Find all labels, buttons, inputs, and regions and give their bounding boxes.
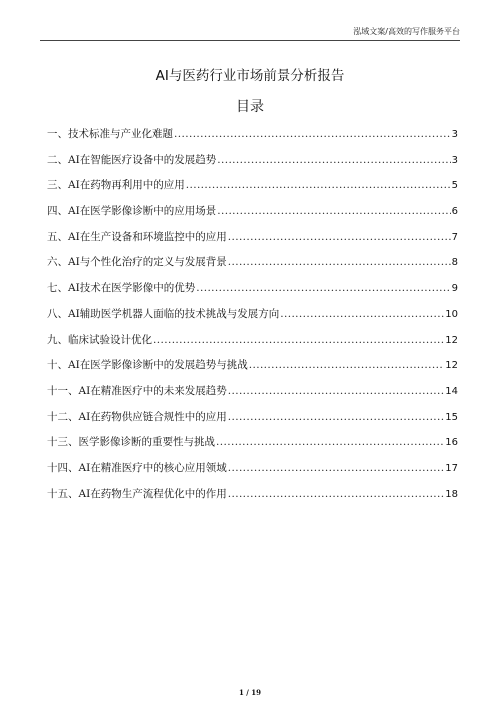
toc-entry[interactable] xyxy=(47,204,458,230)
toc-dot-leader xyxy=(228,230,451,244)
table-of-contents xyxy=(47,127,458,512)
toc-entry-number: 十三、 xyxy=(47,436,79,449)
toc-entry-number: 九、 xyxy=(47,333,68,346)
toc-entry-title: AI在医学影像诊断中的应用场景 xyxy=(68,205,217,218)
toc-entry-title: 技术标准与产业化难题 xyxy=(68,128,173,140)
toc-dot-leader xyxy=(217,153,450,167)
toc-entry-number: 七、 xyxy=(47,282,68,295)
toc-entry-title: AI在药物再利用中的应用 xyxy=(68,179,185,192)
toc-heading: 目录 xyxy=(236,99,264,115)
toc-entry-title: AI辅助医学机器人面临的技术挑战与发展方向 xyxy=(68,307,280,320)
toc-entry-page: 18 xyxy=(445,488,458,500)
toc-dot-leader xyxy=(153,333,444,347)
toc-entry[interactable] xyxy=(47,127,458,153)
toc-entry[interactable] xyxy=(47,461,458,487)
toc-entry[interactable] xyxy=(47,255,458,281)
toc-entry-page: 6 xyxy=(451,206,458,218)
toc-dot-leader xyxy=(280,307,444,321)
toc-entry-page: 16 xyxy=(445,437,458,449)
toc-entry-number: 十五、 xyxy=(47,487,79,500)
toc-dot-leader xyxy=(196,281,450,295)
toc-entry-title: AI在精准医疗中的核心应用领域 xyxy=(78,461,227,474)
toc-entry-title: AI在生产设备和环境监控中的应用 xyxy=(68,230,227,243)
toc-entry-page: 3 xyxy=(451,154,458,166)
toc-entry[interactable] xyxy=(47,333,458,359)
toc-entry[interactable] xyxy=(47,384,458,410)
toc-entry[interactable] xyxy=(47,153,458,179)
toc-entry-page: 9 xyxy=(451,283,458,295)
toc-entry-number: 三、 xyxy=(47,179,68,192)
toc-entry-number: 六、 xyxy=(47,256,68,269)
toc-entry-page: 14 xyxy=(445,385,458,397)
toc-entry-number: 十一、 xyxy=(47,384,79,397)
toc-dot-leader xyxy=(249,358,445,372)
toc-entry-page: 8 xyxy=(451,257,458,269)
toc-entry[interactable] xyxy=(47,410,458,436)
toc-entry-page: 7 xyxy=(451,231,458,243)
toc-entry-title: AI在药物供应链合规性中的应用 xyxy=(78,410,227,423)
toc-entry-page: 15 xyxy=(445,411,458,423)
toc-dot-leader xyxy=(217,204,450,218)
page-footer: 1 / 19 xyxy=(238,688,262,697)
toc-entry-number: 一、 xyxy=(47,128,68,140)
toc-entry-page: 12 xyxy=(445,360,458,372)
toc-entry-number: 八、 xyxy=(47,307,68,320)
toc-entry-title: AI技术在医学影像中的优势 xyxy=(68,282,196,295)
toc-entry-page: 12 xyxy=(445,334,458,346)
toc-entry[interactable] xyxy=(47,307,458,333)
toc-entry-number: 十二、 xyxy=(47,410,79,423)
toc-entry-number: 十四、 xyxy=(47,461,79,474)
toc-dot-leader xyxy=(174,127,451,141)
toc-dot-leader xyxy=(228,410,445,424)
toc-dot-leader xyxy=(228,384,445,398)
toc-entry-page: 5 xyxy=(451,180,458,192)
toc-entry-number: 二、 xyxy=(47,153,68,166)
toc-dot-leader xyxy=(228,487,445,501)
toc-entry-page: 3 xyxy=(451,129,458,140)
toc-entry[interactable] xyxy=(47,487,458,513)
toc-entry-title: AI在精准医疗中的未来发展趋势 xyxy=(78,384,227,397)
toc-entry-title: AI与个性化治疗的定义与发展背景 xyxy=(68,256,227,269)
toc-entry[interactable] xyxy=(47,281,458,307)
toc-dot-leader xyxy=(186,178,451,192)
toc-entry-number: 五、 xyxy=(47,230,68,243)
toc-entry-number: 四、 xyxy=(47,205,68,218)
toc-entry[interactable] xyxy=(47,178,458,204)
toc-dot-leader xyxy=(228,255,451,269)
toc-entry-title: AI在智能医疗设备中的发展趋势 xyxy=(68,153,217,166)
toc-entry-page: 10 xyxy=(445,308,458,320)
toc-entry-title: 临床试验设计优化 xyxy=(68,333,152,346)
header-divider xyxy=(40,40,460,41)
toc-entry-title: 医学影像诊断的重要性与挑战 xyxy=(78,436,215,449)
toc-dot-leader xyxy=(228,461,445,475)
toc-entry[interactable] xyxy=(47,435,458,461)
toc-entry-title: AI在药物生产流程优化中的作用 xyxy=(78,487,227,500)
toc-entry-number: 十、 xyxy=(47,359,68,372)
page-header: 泓域文案/高效的写作服务平台 xyxy=(353,27,460,36)
toc-entry-page: 17 xyxy=(445,462,458,474)
toc-entry[interactable] xyxy=(47,230,458,256)
document-title: AI与医药行业市场前景分析报告 xyxy=(155,68,345,84)
toc-entry-title: AI在医学影像诊断中的发展趋势与挑战 xyxy=(68,359,248,372)
toc-dot-leader xyxy=(216,435,444,449)
toc-entry[interactable] xyxy=(47,358,458,384)
